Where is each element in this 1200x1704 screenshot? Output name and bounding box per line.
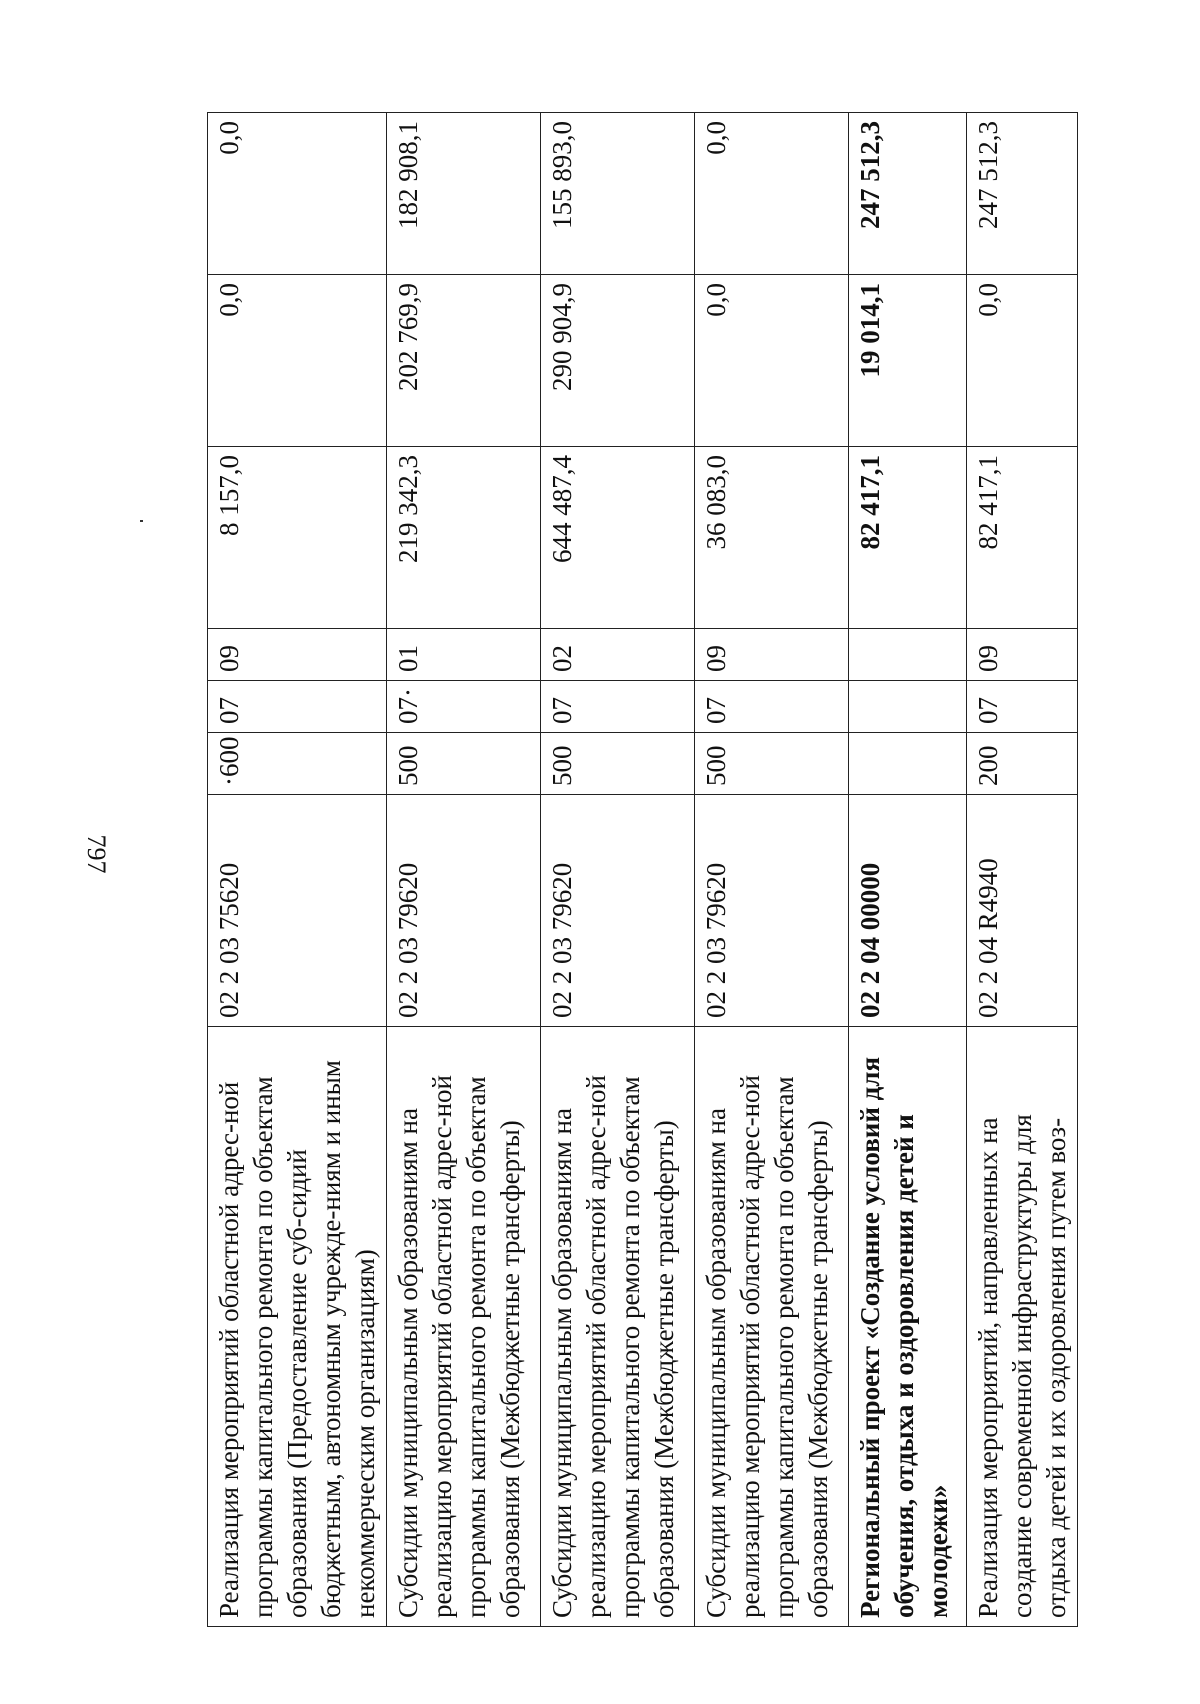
row-target-code: 02 2 04 00000: [849, 795, 967, 1027]
row-subsection: [849, 629, 967, 681]
row-value-2: 0,0: [695, 275, 849, 447]
row-subsection: 09: [967, 629, 1078, 681]
row-value-3: 0,0: [208, 113, 387, 275]
table-row-project: [849, 113, 967, 1627]
table-row: [208, 113, 387, 1627]
row-description: Региональный проект «Создание условий для обучения, отдыха и оздоровления детей и молодежи»: [849, 1027, 967, 1627]
stray-mark: [140, 520, 143, 522]
row-expense-type: [849, 733, 967, 795]
row-value-3: 247 512,3: [849, 113, 967, 275]
row-subsection: 09: [208, 629, 387, 681]
row-value-3: 155 893,0: [541, 113, 695, 275]
row-description: Реализация мероприятий, направленных на создание современной инфраструктуры для отдыха детей и их оздоровления путем воз-: [967, 1027, 1078, 1627]
row-section: 07: [695, 681, 849, 733]
row-expense-type: 200: [967, 733, 1078, 795]
page-number: 797: [82, 834, 111, 874]
row-value-3: 247 512,3: [967, 113, 1078, 275]
table-row: [695, 113, 849, 1627]
table-row: [387, 113, 541, 1627]
row-value-2: 0,0: [208, 275, 387, 447]
row-section: 07·: [387, 681, 541, 733]
row-value-1: 219 342,3: [387, 447, 541, 629]
row-description: Субсидии муниципальным образованиям на реализацию мероприятий областной адрес-ной программы капитального ремонта по объектам образования (Межбюджетные трансферты): [695, 1027, 849, 1627]
row-value-1: 36 083,0: [695, 447, 849, 629]
row-value-3: 182 908,1: [387, 113, 541, 275]
row-value-1: 82 417,1: [849, 447, 967, 629]
row-target-code: 02 2 03 79620: [541, 795, 695, 1027]
row-value-3: 0,0: [695, 113, 849, 275]
row-subsection: 02: [541, 629, 695, 681]
row-section: 07: [967, 681, 1078, 733]
row-description: Реализация мероприятий областной адрес-ной программы капитального ремонта по объектам образования (Предоставление суб-сидий бюджетным, автономным учрежде-ниям и иным некоммерческим организациям): [208, 1027, 387, 1627]
row-subsection: 09: [695, 629, 849, 681]
row-section: 07: [208, 681, 387, 733]
row-value-1: 82 417,1: [967, 447, 1078, 629]
row-expense-type: 500: [695, 733, 849, 795]
row-target-code: 02 2 03 79620: [695, 795, 849, 1027]
row-section: 07: [541, 681, 695, 733]
row-value-2: 19 014,1: [849, 275, 967, 447]
row-expense-type: ·600: [208, 733, 387, 795]
row-target-code: 02 2 03 75620: [208, 795, 387, 1027]
table-row: [541, 113, 695, 1627]
row-expense-type: 500: [541, 733, 695, 795]
row-value-2: 0,0: [967, 275, 1078, 447]
row-section: [849, 681, 967, 733]
row-expense-type: 500: [387, 733, 541, 795]
budget-table-region: [207, 113, 1071, 1627]
row-value-2: 290 904,9: [541, 275, 695, 447]
row-target-code: 02 2 03 79620: [387, 795, 541, 1027]
row-subsection: 01: [387, 629, 541, 681]
row-value-1: 644 487,4: [541, 447, 695, 629]
row-value-2: 202 769,9: [387, 275, 541, 447]
budget-table-rotated: [207, 113, 1071, 1627]
row-description: Субсидии муниципальным образованиям на реализацию мероприятий областной адрес-ной программы капитального ремонта по объектам образования (Межбюджетные трансферты): [387, 1027, 541, 1627]
row-value-1: 8 157,0: [208, 447, 387, 629]
row-target-code: 02 2 04 R4940: [967, 795, 1078, 1027]
budget-table: [207, 112, 1078, 1627]
row-description: Субсидии муниципальным образованиям на реализацию мероприятий областной адрес-ной программы капитального ремонта по объектам образования (Межбюджетные трансферты): [541, 1027, 695, 1627]
table-row: [967, 113, 1078, 1627]
